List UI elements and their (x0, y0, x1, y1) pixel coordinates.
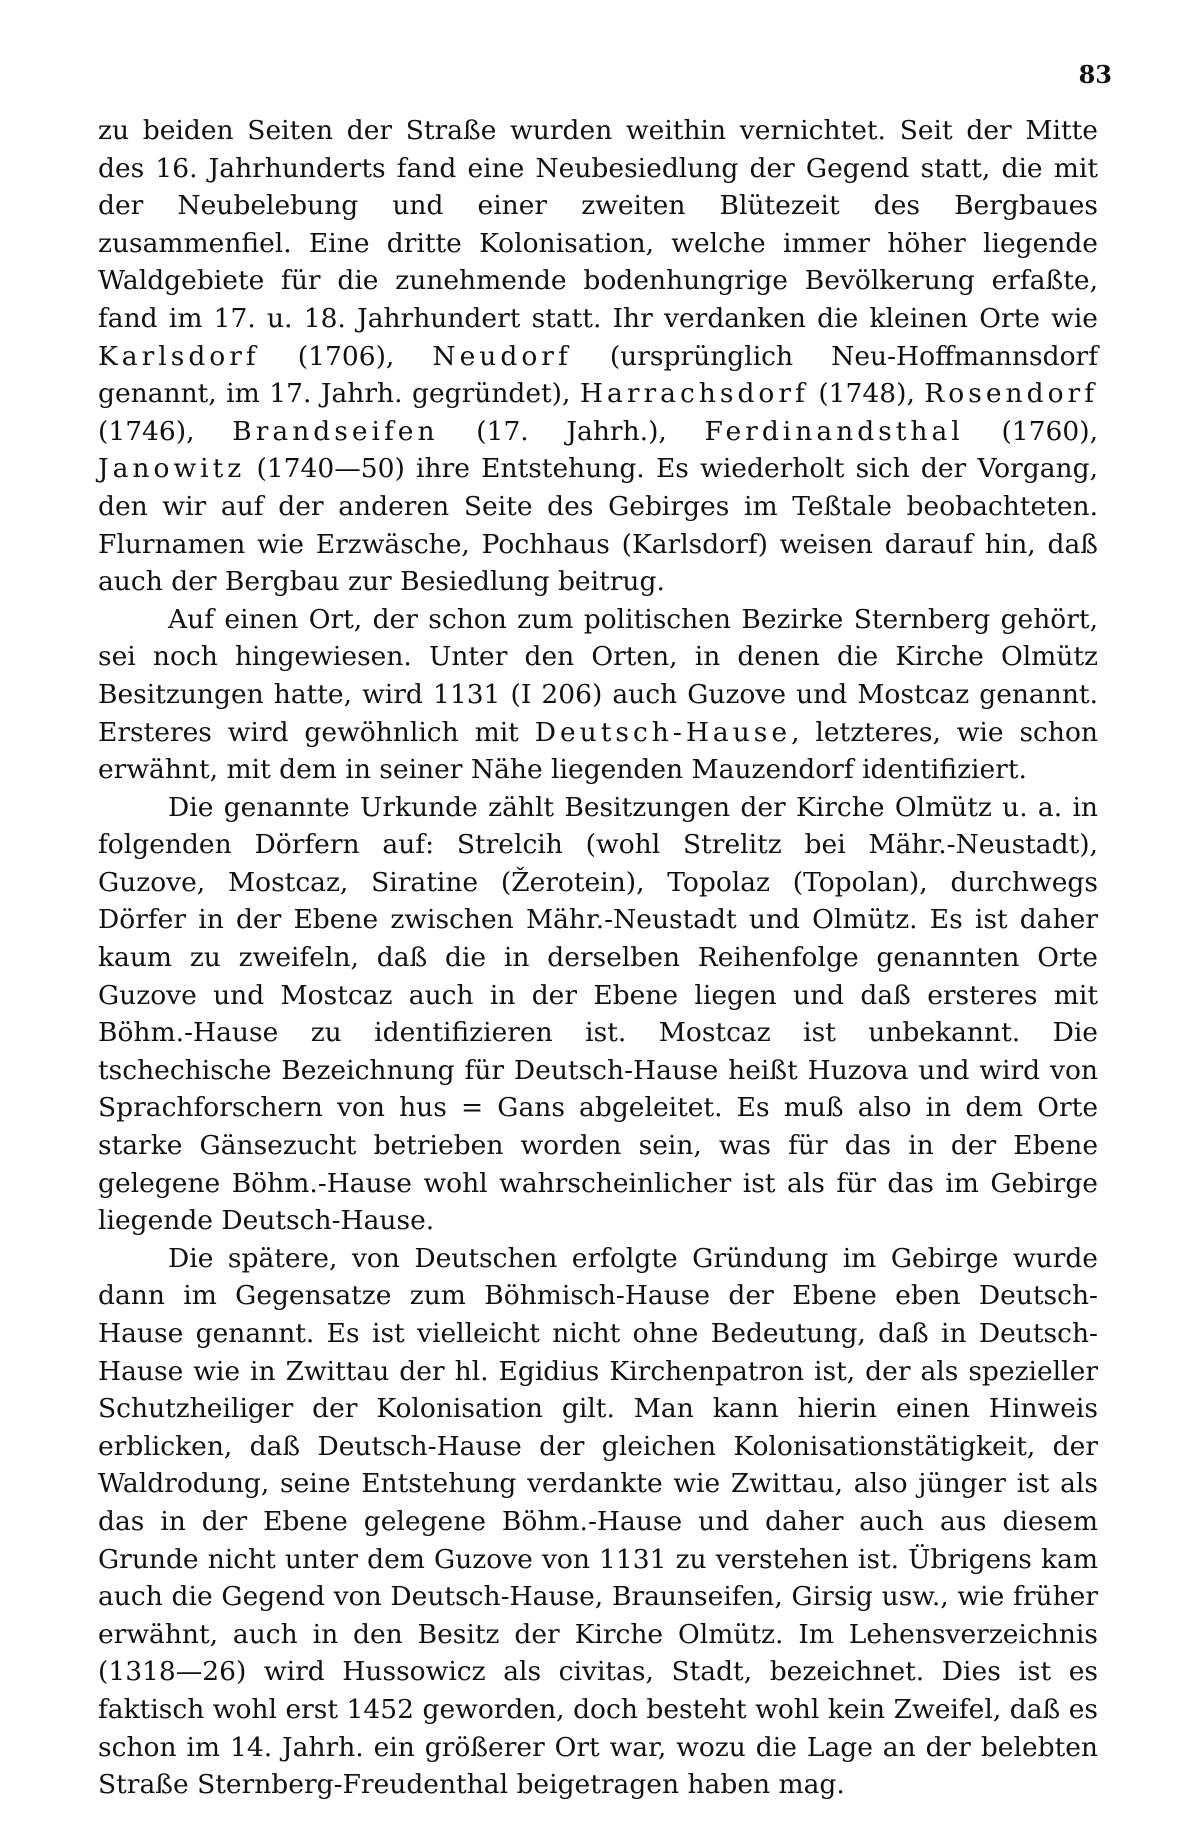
paragraph (98, 601, 1098, 789)
place-name: Brandseifen (232, 415, 439, 447)
text-segment: (1740—50) ihre Entstehung. Es wiederholt sich der Vorgang, den wir auf der anderen Seite des Gebirges im Teßtale beobachteten. Flurnamen wie Erzwäsche, Pochhaus (Karlsdorf) weisen darauf hin, daß auch der Bergbau zur Besiedlung beitrug. (98, 453, 1098, 598)
text-segment: (1760), (963, 415, 1099, 447)
text-segment: Die genannte Urkunde zählt Besitzungen der Kirche Olmütz u. a. in folgenden Dörfern auf: Strelcih (wohl Strelitz bei Mähr.-Neustadt), Guzove, Mostcaz, Siratine (Žerotein), Topolaz (Topolan), durchwegs Dörfer in der Ebene zwischen Mähr.-Neustadt und Olmütz. Es ist daher kaum zu zweifeln, daß die in derselben Reihenfolge genannten Orte Guzove und Mostcaz auch in der Ebene liegen und daß ersteres mit Böhm.-Hause zu identifizieren ist. Mostcaz ist unbekannt. Die tschechische Bezeichnung für Deutsch-Hause heißt Huzova und wird von Sprachforschern von hus = Gans abgeleitet. Es muß also in dem Orte starke Gänsezucht betrieben worden sein, was für das in der Ebene gelegene Böhm.-Hause wohl wahrscheinlicher ist als für das im Gebirge liegende Deutsch-Hause. (98, 791, 1098, 1237)
text-segment: , letzteres, wie schon erwähnt, mit dem in seiner Nähe liegenden Mauzendorf identifiziert. (98, 716, 1098, 786)
page-number: 83 (1078, 60, 1112, 89)
text-segment: (1746), (98, 415, 233, 447)
place-name: Janowitz (98, 453, 246, 485)
place-name: Deutsch-Hause (534, 716, 792, 748)
place-name: Harrachsdorf (579, 378, 809, 410)
text-segment: (1748), (808, 378, 925, 410)
place-name: Rosendorf (924, 378, 1099, 410)
text-segment: (1706), (259, 340, 433, 372)
text-segment: (17. Jahrh.), (438, 415, 705, 447)
text-segment: Auf einen Ort, der schon zum politischen Bezirke Sternberg gehört, sei noch hingewiesen. Unter den Orten, in denen die Kirche Olmütz Besitzungen hatte, wird 1131 (I 206) auch Guzove und Mostcaz genannt. Ersteres wird gewöhnlich mit (98, 603, 1098, 748)
text-segment: zu beiden Seiten der Straße wurden weithin vernichtet. Seit der Mitte des 16. Jahrhunderts fand eine Neubesiedlung der Gegend statt, die mit der Neubelebung und einer zweiten Blütezeit des Bergbaues zusammenfiel. Eine dritte Kolonisation, welche immer höher liegende Waldgebiete für die zunehmende bodenhungrige Bevölkerung erfaßte, fand im 17. u. 18. Jahrhundert statt. Ihr verdanken die kleinen Orte wie (98, 115, 1098, 334)
text-segment: (ursprünglich Neu-Hoffmannsdorf genannt, im 17. Jahrh. gegründet), (98, 340, 1099, 410)
text-segment: Die spätere, von Deutschen erfolgte Gründung im Gebirge wurde dann im Gegensatze zum Böhmisch-Hause der Ebene eben Deutsch-Hause genannt. Es ist vielleicht nicht ohne Bedeutung, daß in Deutsch-Hause wie in Zwittau der hl. Egidius Kirchenpatron ist, der als spezieller Schutzheiliger der Kolonisation gilt. Man kann hierin einen Hinweis erblicken, daß Deutsch-Hause der gleichen Kolonisationstätigkeit, der Waldrodung, seine Entstehung verdankte wie Zwittau, also jünger ist als das in der Ebene gelegene Böhm.-Hause und daher auch aus diesem Grunde nicht unter dem Guzove von 1131 zu verstehen ist. Übrigens kam auch die Gegend von Deutsch-Hause, Braunseifen, Girsig usw., wie früher erwähnt, auch in den Besitz der Kirche Olmütz. Im Lehensverzeichnis (1318—26) wird Hussowicz als civitas, Stadt, bezeichnet. Dies ist es faktisch wohl erst 1452 geworden, doch besteht wohl kein Zweifel, daß es schon im 14. Jahrh. ein größerer Ort war, wozu die Lage an der belebten Straße Sternberg-Freudenthal beigetragen haben mag. (98, 1242, 1098, 1801)
body-text (98, 112, 1098, 1804)
paragraph (98, 1240, 1098, 1804)
place-name: Karlsdorf (98, 340, 260, 372)
paragraph (98, 112, 1098, 601)
place-name: Neudorf (432, 340, 572, 372)
place-name: Ferdinandsthal (704, 415, 964, 447)
paragraph (98, 789, 1098, 1240)
